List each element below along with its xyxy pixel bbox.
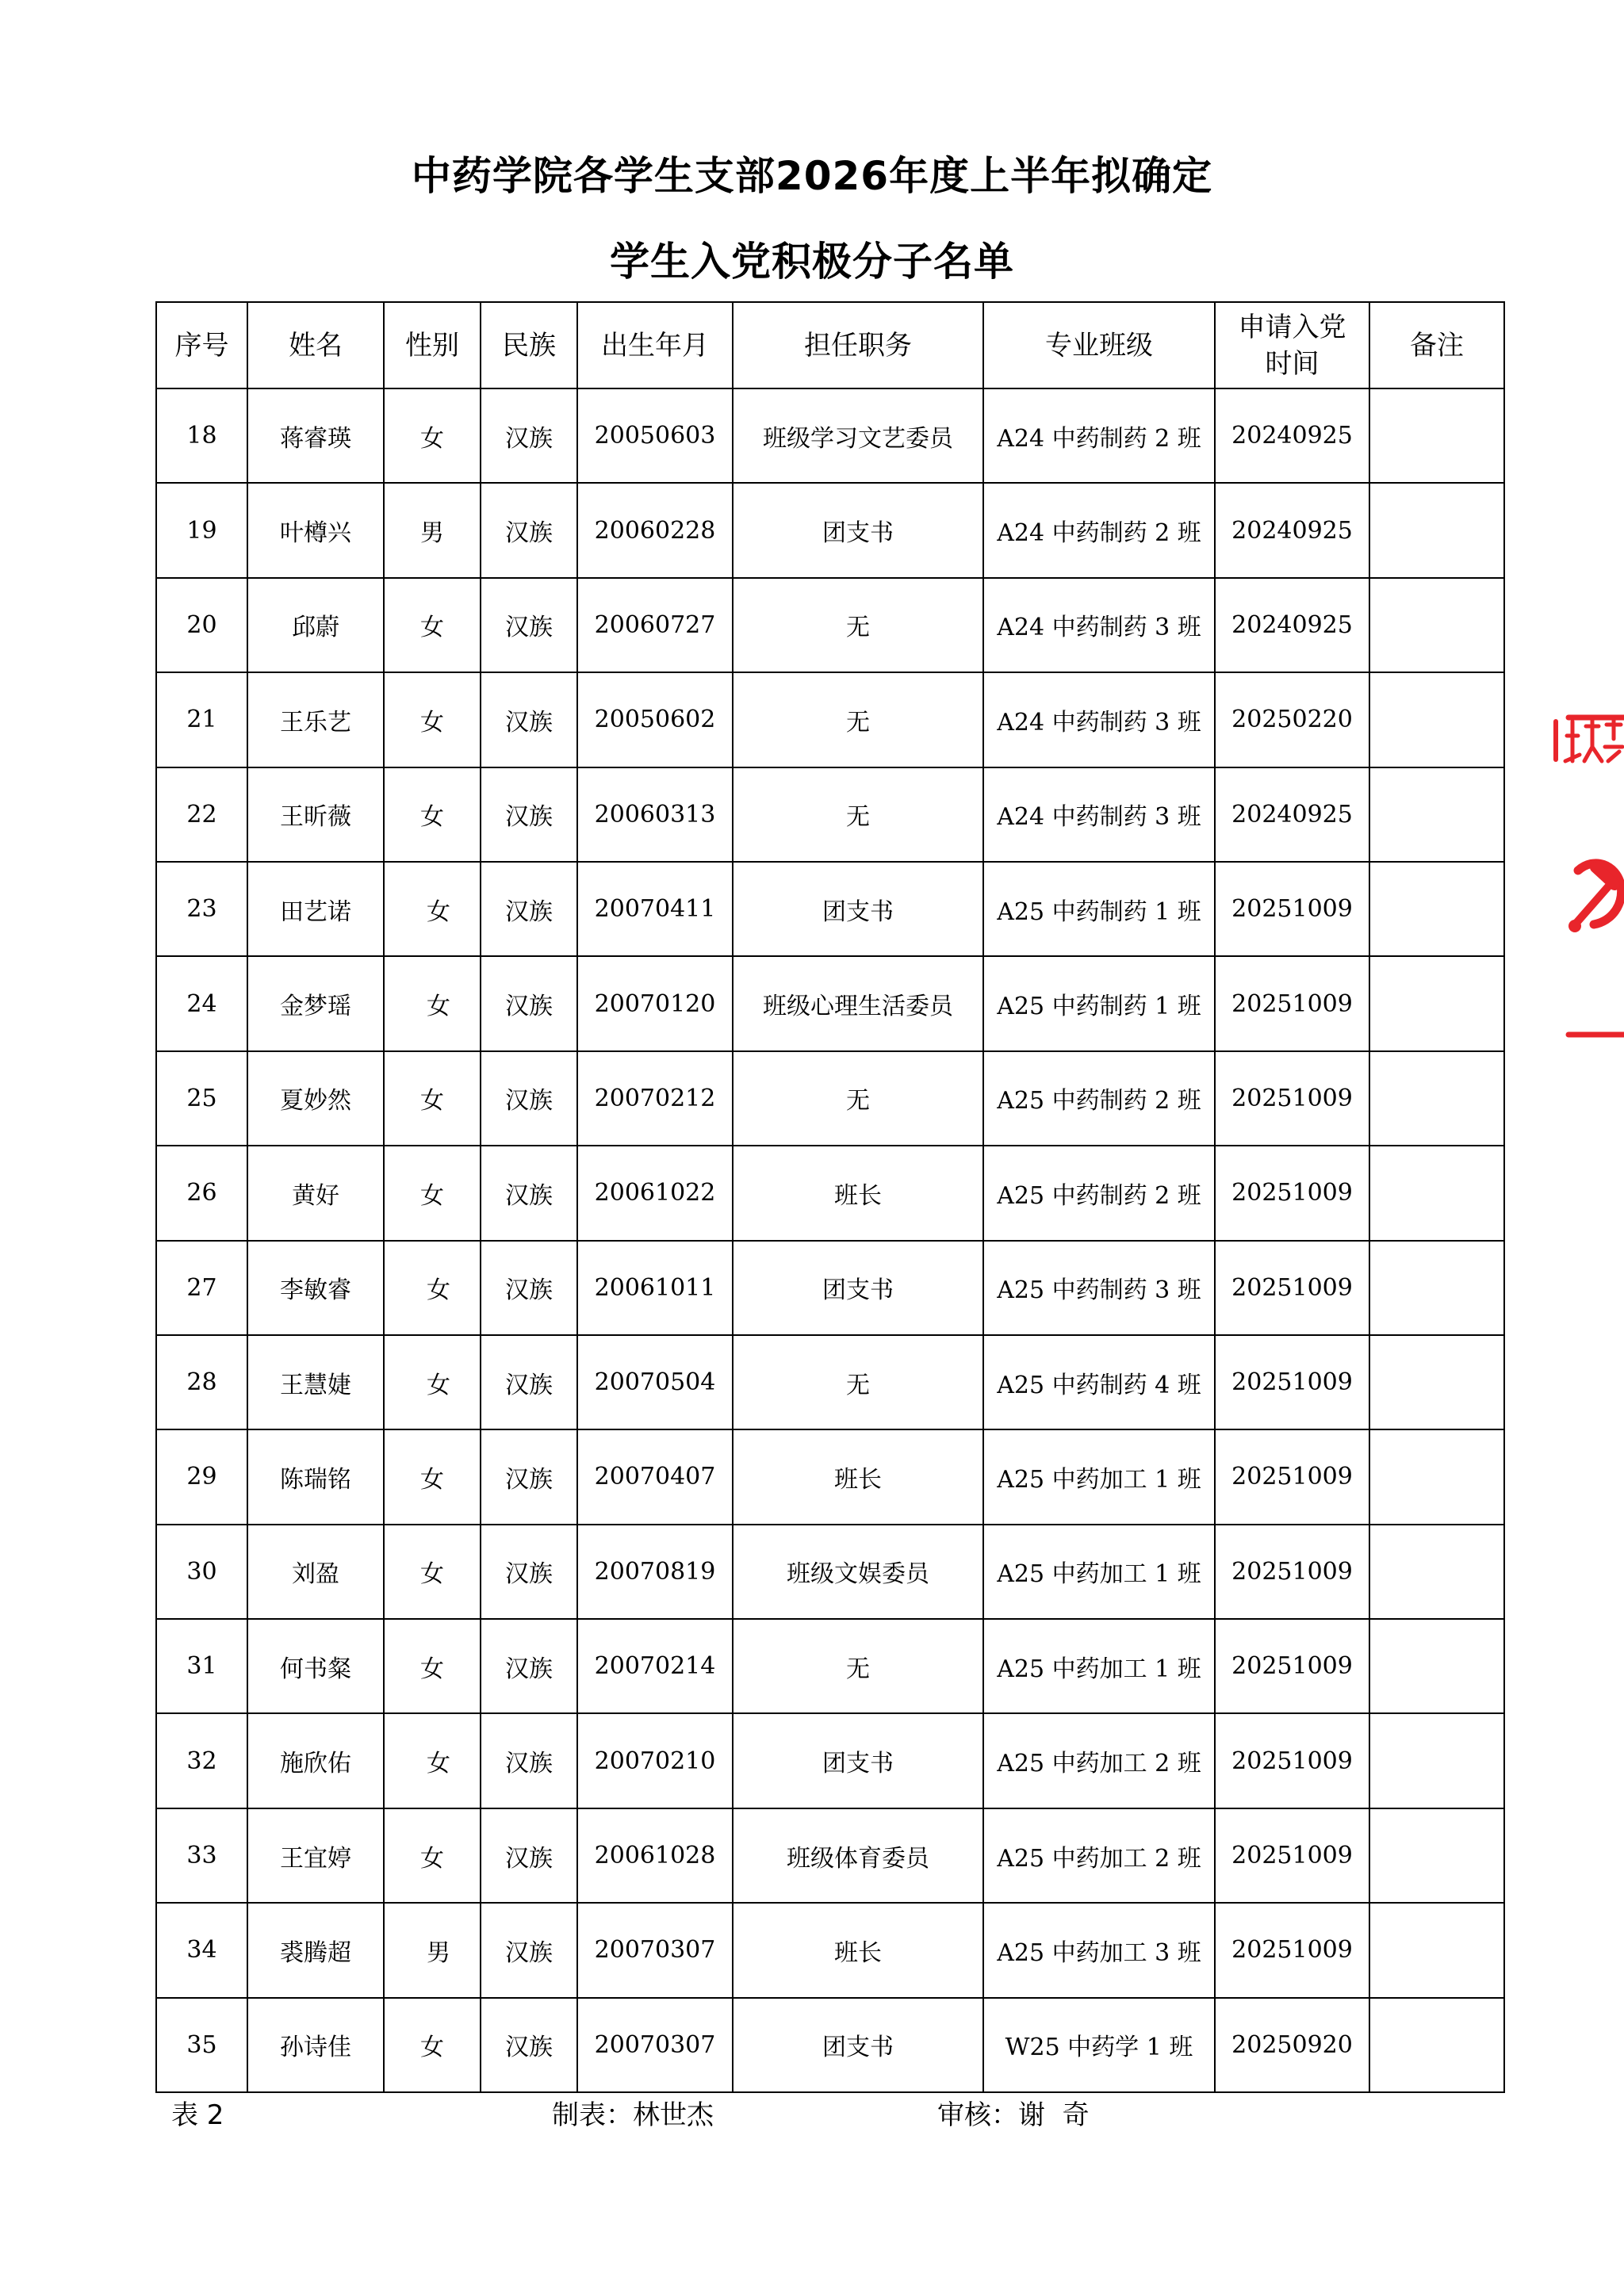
- cell-birth: 20060228: [577, 483, 733, 577]
- cell-remarks: [1369, 767, 1504, 862]
- cell-ethnicity: 汉族: [481, 388, 577, 483]
- cell-index: 24: [156, 956, 247, 1050]
- cell-birth: 20070407: [577, 1429, 733, 1524]
- cell-ethnicity: 汉族: [481, 1429, 577, 1524]
- cell-name: 施欣佑: [247, 1713, 384, 1808]
- header-position: 担任职务: [733, 302, 983, 388]
- cell-class: W25 中药学 1 班: [983, 1998, 1215, 2092]
- cell-index: 26: [156, 1146, 247, 1240]
- cell-birth: 20050602: [577, 672, 733, 767]
- cell-gender: 女: [384, 862, 481, 956]
- cell-name: 裘腾超: [247, 1903, 384, 1997]
- roster-table: [155, 301, 1505, 2093]
- table-row: [156, 767, 1504, 862]
- cell-apply-date: 20251009: [1215, 1335, 1369, 1429]
- cell-position: 团支书: [733, 483, 983, 577]
- cell-index: 18: [156, 388, 247, 483]
- cell-apply-date: 20251009: [1215, 1903, 1369, 1997]
- cell-remarks: [1369, 1998, 1504, 2092]
- cell-name: 叶樽兴: [247, 483, 384, 577]
- cell-position: 无: [733, 767, 983, 862]
- cell-birth: 20070210: [577, 1713, 733, 1808]
- cell-position: 班长: [733, 1429, 983, 1524]
- cell-apply-date: 20240925: [1215, 767, 1369, 862]
- cell-gender: 女: [384, 578, 481, 672]
- cell-ethnicity: 汉族: [481, 1146, 577, 1240]
- cell-class: A24 中药制药 2 班: [983, 483, 1215, 577]
- cell-apply-date: 20250220: [1215, 672, 1369, 767]
- cell-gender: 女: [384, 1429, 481, 1524]
- table-row: [156, 1335, 1504, 1429]
- cell-name: 王慧婕: [247, 1335, 384, 1429]
- cell-name: 刘盈: [247, 1525, 384, 1619]
- cell-class: A24 中药制药 3 班: [983, 672, 1215, 767]
- document-subtitle: 学生入党积极分子名单: [610, 239, 1014, 285]
- cell-birth: 20070120: [577, 956, 733, 1050]
- cell-apply-date: 20251009: [1215, 1429, 1369, 1524]
- cell-index: 32: [156, 1713, 247, 1808]
- cell-class: A24 中药制药 3 班: [983, 767, 1215, 862]
- table-row: [156, 1429, 1504, 1524]
- cell-gender: 女: [384, 1525, 481, 1619]
- cell-position: 班级心理生活委员: [733, 956, 983, 1050]
- cell-apply-date: 20251009: [1215, 1051, 1369, 1146]
- header-apply-date-line2: 时间: [1265, 347, 1320, 380]
- table-row: [156, 672, 1504, 767]
- cell-birth: 20050603: [577, 388, 733, 483]
- table-row: [156, 388, 1504, 483]
- header-class: 专业班级: [983, 302, 1215, 388]
- table-row: [156, 1051, 1504, 1146]
- header-birth: 出生年月: [577, 302, 733, 388]
- cell-ethnicity: 汉族: [481, 956, 577, 1050]
- cell-ethnicity: 汉族: [481, 862, 577, 956]
- cell-apply-date: 20240925: [1215, 388, 1369, 483]
- cell-remarks: [1369, 672, 1504, 767]
- cell-ethnicity: 汉族: [481, 1241, 577, 1335]
- cell-name: 孙诗佳: [247, 1998, 384, 2092]
- cell-gender: 女: [384, 1808, 481, 1903]
- cell-birth: 20070411: [577, 862, 733, 956]
- cell-class: A25 中药加工 1 班: [983, 1429, 1215, 1524]
- cell-gender: 女: [384, 1051, 481, 1146]
- cell-index: 27: [156, 1241, 247, 1335]
- cell-class: A25 中药制药 4 班: [983, 1335, 1215, 1429]
- table-row: [156, 1903, 1504, 1997]
- cell-class: A25 中药制药 2 班: [983, 1051, 1215, 1146]
- cell-position: 班级学习文艺委员: [733, 388, 983, 483]
- cell-gender: 男: [384, 1903, 481, 1997]
- cell-ethnicity: 汉族: [481, 1903, 577, 1997]
- cell-remarks: [1369, 1525, 1504, 1619]
- cell-position: 无: [733, 1619, 983, 1713]
- header-remarks: 备注: [1369, 302, 1504, 388]
- cell-index: 20: [156, 578, 247, 672]
- cell-gender: 女: [384, 1146, 481, 1240]
- cell-position: 班长: [733, 1146, 983, 1240]
- cell-remarks: [1369, 1903, 1504, 1997]
- cell-gender: 女: [384, 956, 481, 1050]
- cell-position: 班级文娱委员: [733, 1525, 983, 1619]
- cell-name: 金梦瑶: [247, 956, 384, 1050]
- cell-remarks: [1369, 956, 1504, 1050]
- cell-ethnicity: 汉族: [481, 767, 577, 862]
- table-row: [156, 1146, 1504, 1240]
- cell-class: A25 中药制药 1 班: [983, 956, 1215, 1050]
- cell-birth: 20060727: [577, 578, 733, 672]
- table-row: [156, 1713, 1504, 1808]
- cell-apply-date: 20251009: [1215, 956, 1369, 1050]
- cell-apply-date: 20251009: [1215, 862, 1369, 956]
- cell-birth: 20060313: [577, 767, 733, 862]
- document-title: 中药学院各学生支部2026年度上半年拟确定: [411, 153, 1213, 199]
- table-number-label: 表 2: [171, 2099, 224, 2131]
- cell-class: A25 中药加工 3 班: [983, 1903, 1215, 1997]
- cell-ethnicity: 汉族: [481, 1998, 577, 2092]
- cell-name: 何书粲: [247, 1619, 384, 1713]
- cell-index: 21: [156, 672, 247, 767]
- cell-position: 无: [733, 672, 983, 767]
- cell-apply-date: 20251009: [1215, 1241, 1369, 1335]
- cell-name: 邱蔚: [247, 578, 384, 672]
- cell-class: A24 中药制药 2 班: [983, 388, 1215, 483]
- header-index: 序号: [156, 302, 247, 388]
- cell-index: 35: [156, 1998, 247, 2092]
- cell-index: 33: [156, 1808, 247, 1903]
- cell-index: 25: [156, 1051, 247, 1146]
- header-name: 姓名: [247, 302, 384, 388]
- cell-apply-date: 20251009: [1215, 1525, 1369, 1619]
- cell-apply-date: 20251009: [1215, 1146, 1369, 1240]
- cell-position: 班级体育委员: [733, 1808, 983, 1903]
- header-ethnicity: 民族: [481, 302, 577, 388]
- cell-name: 王昕薇: [247, 767, 384, 862]
- cell-name: 田艺诺: [247, 862, 384, 956]
- cell-remarks: [1369, 1429, 1504, 1524]
- table-row: [156, 1241, 1504, 1335]
- cell-apply-date: 20240925: [1215, 483, 1369, 577]
- cell-ethnicity: 汉族: [481, 672, 577, 767]
- cell-remarks: [1369, 1335, 1504, 1429]
- table-row: [156, 1808, 1504, 1903]
- cell-ethnicity: 汉族: [481, 1525, 577, 1619]
- cell-class: A24 中药制药 3 班: [983, 578, 1215, 672]
- cell-remarks: [1369, 483, 1504, 577]
- cell-ethnicity: 汉族: [481, 1808, 577, 1903]
- cell-gender: 女: [384, 1713, 481, 1808]
- cell-class: A25 中药加工 2 班: [983, 1713, 1215, 1808]
- cell-remarks: [1369, 1619, 1504, 1713]
- cell-ethnicity: 汉族: [481, 1335, 577, 1429]
- cell-remarks: [1369, 862, 1504, 956]
- cell-birth: 20070504: [577, 1335, 733, 1429]
- table-reviewer: 审核：谢 奇: [937, 2099, 1090, 2131]
- cell-position: 团支书: [733, 1713, 983, 1808]
- cell-name: 黄好: [247, 1146, 384, 1240]
- cell-gender: 女: [384, 1619, 481, 1713]
- cell-apply-date: 20250920: [1215, 1998, 1369, 2092]
- cell-remarks: [1369, 1241, 1504, 1335]
- table-maker: 制表：林世杰: [552, 2099, 714, 2131]
- cell-gender: 女: [384, 1241, 481, 1335]
- cell-remarks: [1369, 1713, 1504, 1808]
- table-row: [156, 1525, 1504, 1619]
- table-row: [156, 1619, 1504, 1713]
- cell-class: A25 中药加工 1 班: [983, 1619, 1215, 1713]
- cell-birth: 20070214: [577, 1619, 733, 1713]
- cell-birth: 20061022: [577, 1146, 733, 1240]
- cell-gender: 女: [384, 388, 481, 483]
- header-apply-date-line1: 申请入党: [1238, 311, 1346, 343]
- cell-ethnicity: 汉族: [481, 1619, 577, 1713]
- cell-remarks: [1369, 388, 1504, 483]
- cell-remarks: [1369, 1808, 1504, 1903]
- cell-apply-date: 20251009: [1215, 1713, 1369, 1808]
- header-gender: 性别: [384, 302, 481, 388]
- cell-name: 李敏睿: [247, 1241, 384, 1335]
- cell-gender: 女: [384, 672, 481, 767]
- cell-ethnicity: 汉族: [481, 1713, 577, 1808]
- table-row: [156, 956, 1504, 1050]
- cell-ethnicity: 汉族: [481, 483, 577, 577]
- party-emblem-seal-icon: [1546, 698, 1624, 1054]
- table-header-row: [156, 302, 1504, 388]
- cell-gender: 女: [384, 1998, 481, 2092]
- cell-index: 22: [156, 767, 247, 862]
- table-row: [156, 578, 1504, 672]
- cell-name: 陈瑞铭: [247, 1429, 384, 1524]
- cell-class: A25 中药制药 2 班: [983, 1146, 1215, 1240]
- cell-ethnicity: 汉族: [481, 1051, 577, 1146]
- cell-position: 团支书: [733, 1241, 983, 1335]
- cell-apply-date: 20251009: [1215, 1808, 1369, 1903]
- cell-gender: 女: [384, 1335, 481, 1429]
- cell-name: 夏妙然: [247, 1051, 384, 1146]
- cell-apply-date: 20251009: [1215, 1619, 1369, 1713]
- cell-remarks: [1369, 1051, 1504, 1146]
- cell-class: A25 中药制药 3 班: [983, 1241, 1215, 1335]
- cell-gender: 女: [384, 767, 481, 862]
- cell-remarks: [1369, 578, 1504, 672]
- cell-index: 19: [156, 483, 247, 577]
- cell-name: 王乐艺: [247, 672, 384, 767]
- cell-position: 无: [733, 1335, 983, 1429]
- cell-index: 34: [156, 1903, 247, 1997]
- table-row: [156, 1998, 1504, 2092]
- cell-position: 团支书: [733, 1998, 983, 2092]
- cell-birth: 20061028: [577, 1808, 733, 1903]
- cell-position: 无: [733, 578, 983, 672]
- cell-birth: 20070307: [577, 1998, 733, 2092]
- cell-apply-date: 20240925: [1215, 578, 1369, 672]
- cell-gender: 男: [384, 483, 481, 577]
- cell-remarks: [1369, 1146, 1504, 1240]
- cell-birth: 20070307: [577, 1903, 733, 1997]
- cell-position: 无: [733, 1051, 983, 1146]
- cell-birth: 20061011: [577, 1241, 733, 1335]
- header-apply-date: [1215, 302, 1369, 388]
- cell-name: 蒋睿瑛: [247, 388, 384, 483]
- cell-index: 30: [156, 1525, 247, 1619]
- cell-ethnicity: 汉族: [481, 578, 577, 672]
- table-row: [156, 862, 1504, 956]
- cell-class: A25 中药加工 1 班: [983, 1525, 1215, 1619]
- cell-index: 29: [156, 1429, 247, 1524]
- cell-birth: 20070819: [577, 1525, 733, 1619]
- cell-name: 王宜婷: [247, 1808, 384, 1903]
- cell-class: A25 中药加工 2 班: [983, 1808, 1215, 1903]
- cell-position: 团支书: [733, 862, 983, 956]
- table-row: [156, 483, 1504, 577]
- cell-birth: 20070212: [577, 1051, 733, 1146]
- cell-index: 28: [156, 1335, 247, 1429]
- cell-index: 31: [156, 1619, 247, 1713]
- cell-index: 23: [156, 862, 247, 956]
- cell-class: A25 中药制药 1 班: [983, 862, 1215, 956]
- cell-position: 班长: [733, 1903, 983, 1997]
